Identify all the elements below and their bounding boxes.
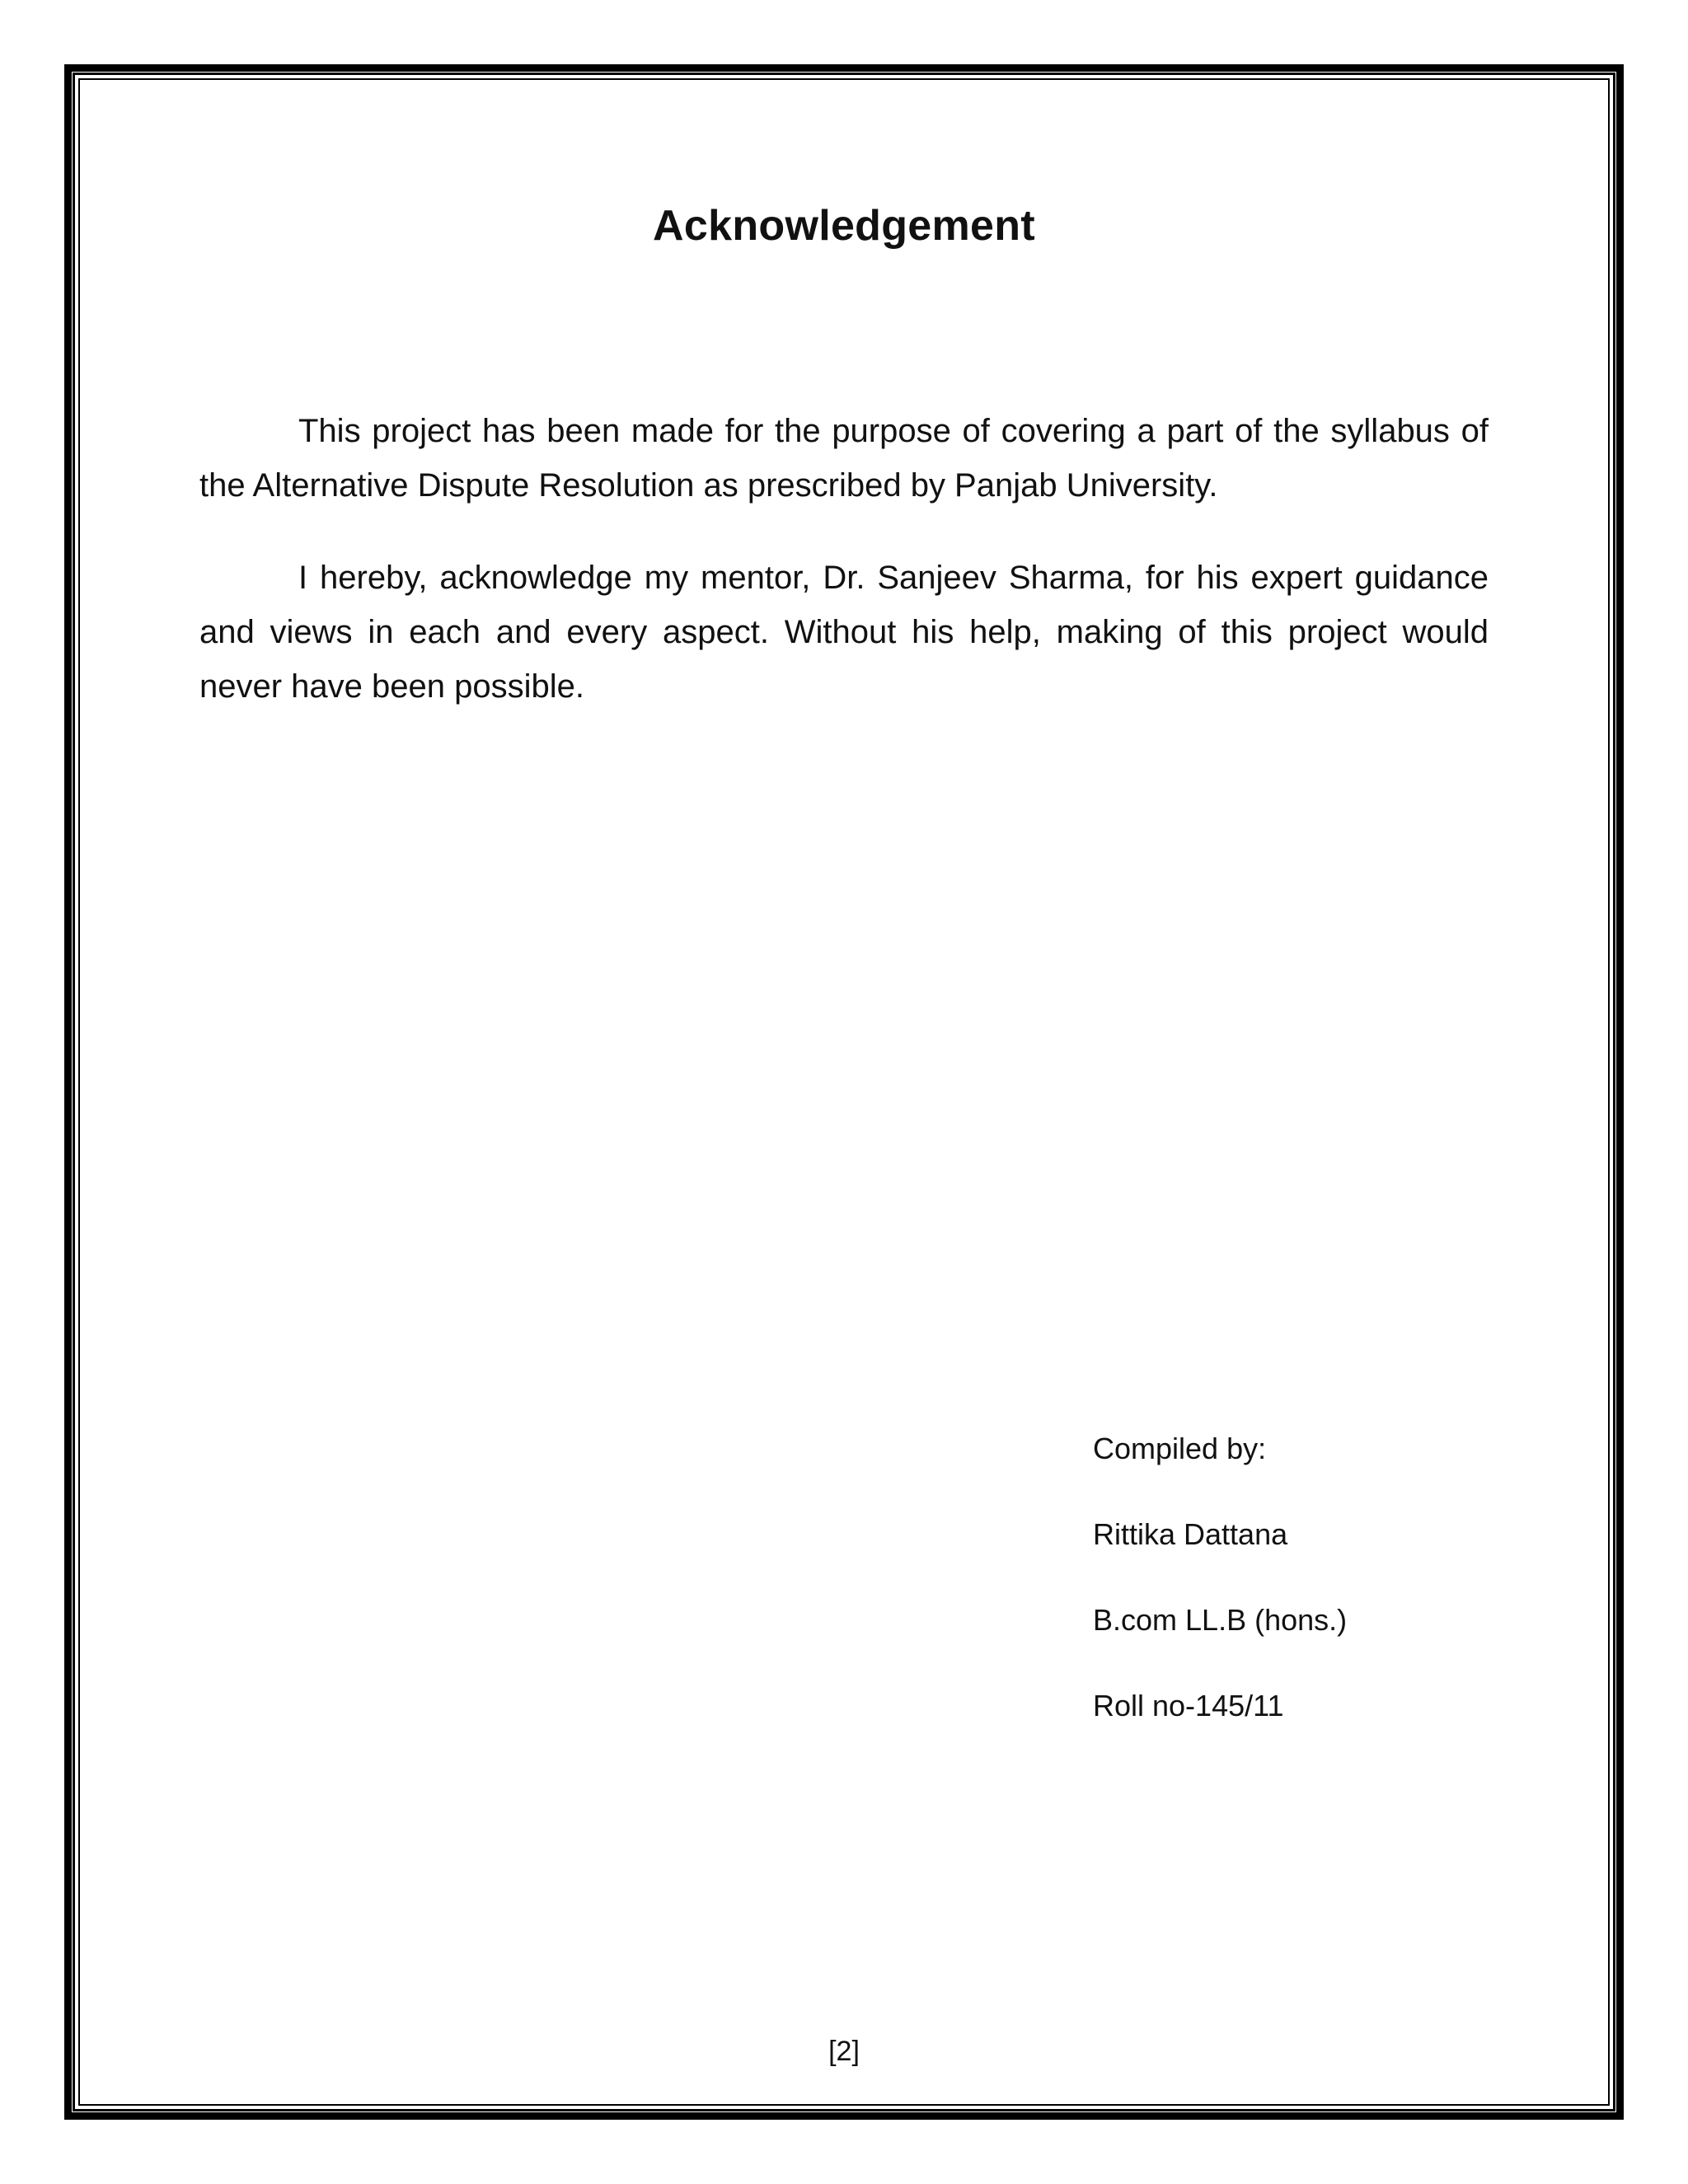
author-course: B.com LL.B (hons.) — [1093, 1603, 1348, 1637]
compiled-by-block — [1093, 1427, 1347, 1770]
paragraph-purpose-text: This project has been made for the purpose of covering a part of the syllabus of the Alternative Dispute Resolution as prescribed by Panjab University. — [199, 413, 1489, 504]
page-number: [2] — [828, 2036, 860, 2067]
paragraph-purpose — [199, 404, 1489, 513]
compiled-by-label: Compiled by: — [1093, 1432, 1267, 1465]
page-border-inner — [78, 78, 1610, 2106]
paragraph-mentor — [199, 551, 1489, 714]
author-name: Rittika Dattana — [1093, 1517, 1288, 1551]
author-roll-number: Roll no-145/11 — [1093, 1689, 1284, 1722]
page-title: Acknowledgement — [653, 202, 1035, 250]
paragraph-mentor-text: I hereby, acknowledge my mentor, Dr. Sanjeev Sharma, for his expert guidance and views in each and every aspect. Without his help, making of this project would never have been possible. — [199, 560, 1489, 705]
